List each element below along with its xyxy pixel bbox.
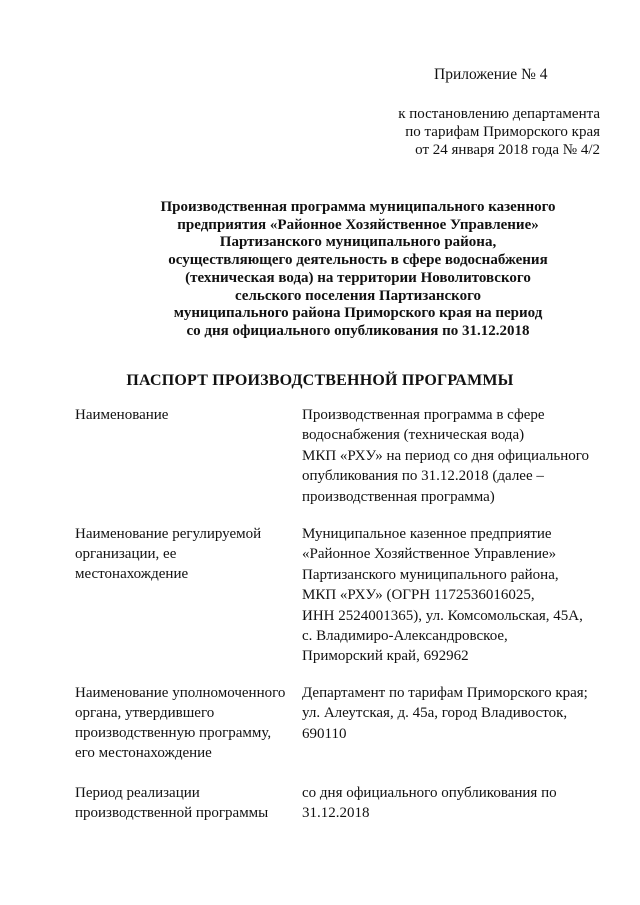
appendix-reference-line: по тарифам Приморского края: [405, 124, 600, 140]
value-line: МКП «РХУ» (ОГРН 1172536016025,: [302, 587, 535, 604]
appendix-reference: [360, 105, 600, 159]
label-line: его местонахождение: [75, 745, 212, 761]
value-line: со дня официального опубликования по: [302, 785, 557, 801]
value-line: производственная программа): [302, 488, 495, 505]
value-line: водоснабжения (техническая вода): [302, 427, 525, 444]
document-title-line: сельского поселения Партизанского: [234, 287, 482, 304]
document-title-line: предприятия «Районное Хозяйственное Управление»: [177, 216, 539, 233]
value-line: «Районное Хозяйственное Управление»: [302, 546, 557, 563]
appendix-reference-line: к постановлению департамента: [398, 106, 600, 122]
label-line: местонахождение: [75, 566, 189, 582]
value-line: Муниципальное казенное предприятие: [302, 526, 552, 542]
document-title-line: со дня официального опубликования по 31.12.2018: [186, 322, 530, 339]
value-line: 690110: [302, 725, 347, 742]
label-line: производственную программу,: [75, 725, 272, 741]
label-line: Период реализации: [75, 785, 200, 801]
passport-heading: ПАСПОРТ ПРОИЗВОДСТВЕННОЙ ПРОГРАММЫ: [126, 372, 514, 389]
document-title-line: Производственная программа муниципального казенного: [160, 199, 556, 215]
value-line: 31.12.2018: [302, 805, 370, 822]
value-line: ИНН 2524001365), ул. Комсомольская, 45А,: [302, 607, 583, 624]
document-title-line: (техническая вода) на территории Новолитовского: [185, 269, 531, 286]
appendix-title: Приложение № 4: [434, 66, 548, 83]
appendix-reference-line: от 24 января 2018 года № 4/2: [415, 142, 600, 158]
label-line: Наименование: [75, 407, 169, 423]
passport-row-value: [302, 683, 602, 744]
document-title-line: Партизанского муниципального района,: [219, 234, 497, 251]
label-line: Наименование уполномоченного: [75, 685, 286, 701]
passport-row-label: [75, 405, 290, 425]
label-line: органа, утвердившего: [75, 705, 215, 721]
value-line: Департамент по тарифам Приморского края;: [302, 685, 588, 701]
value-line: Производственная программа в сфере: [302, 407, 545, 423]
value-line: МКП «РХУ» на период со дня официального: [302, 447, 589, 464]
value-line: Приморский край, 692962: [302, 648, 469, 665]
value-line: Партизанского муниципального района,: [302, 566, 559, 583]
document-title-line: муниципального района Приморского края на период: [173, 305, 543, 322]
passport-row-value: [302, 524, 602, 667]
value-line: с. Владимиро-Александровское,: [302, 628, 508, 645]
label-line: Наименование регулируемой: [75, 526, 262, 542]
document-title: [120, 199, 596, 341]
passport-row-label: [75, 524, 290, 584]
document-title-line: осуществляющего деятельность в сфере водоснабжения: [168, 252, 548, 269]
label-line: производственной программы: [75, 805, 269, 821]
passport-row-label: [75, 683, 290, 763]
passport-row-label: [75, 783, 290, 823]
label-line: организации, ее: [75, 546, 177, 562]
passport-row-value: [302, 783, 602, 824]
value-line: ул. Алеутская, д. 45а, город Владивосток,: [302, 705, 568, 722]
value-line: опубликования по 31.12.2018 (далее –: [302, 468, 544, 485]
passport-row-value: [302, 405, 602, 507]
